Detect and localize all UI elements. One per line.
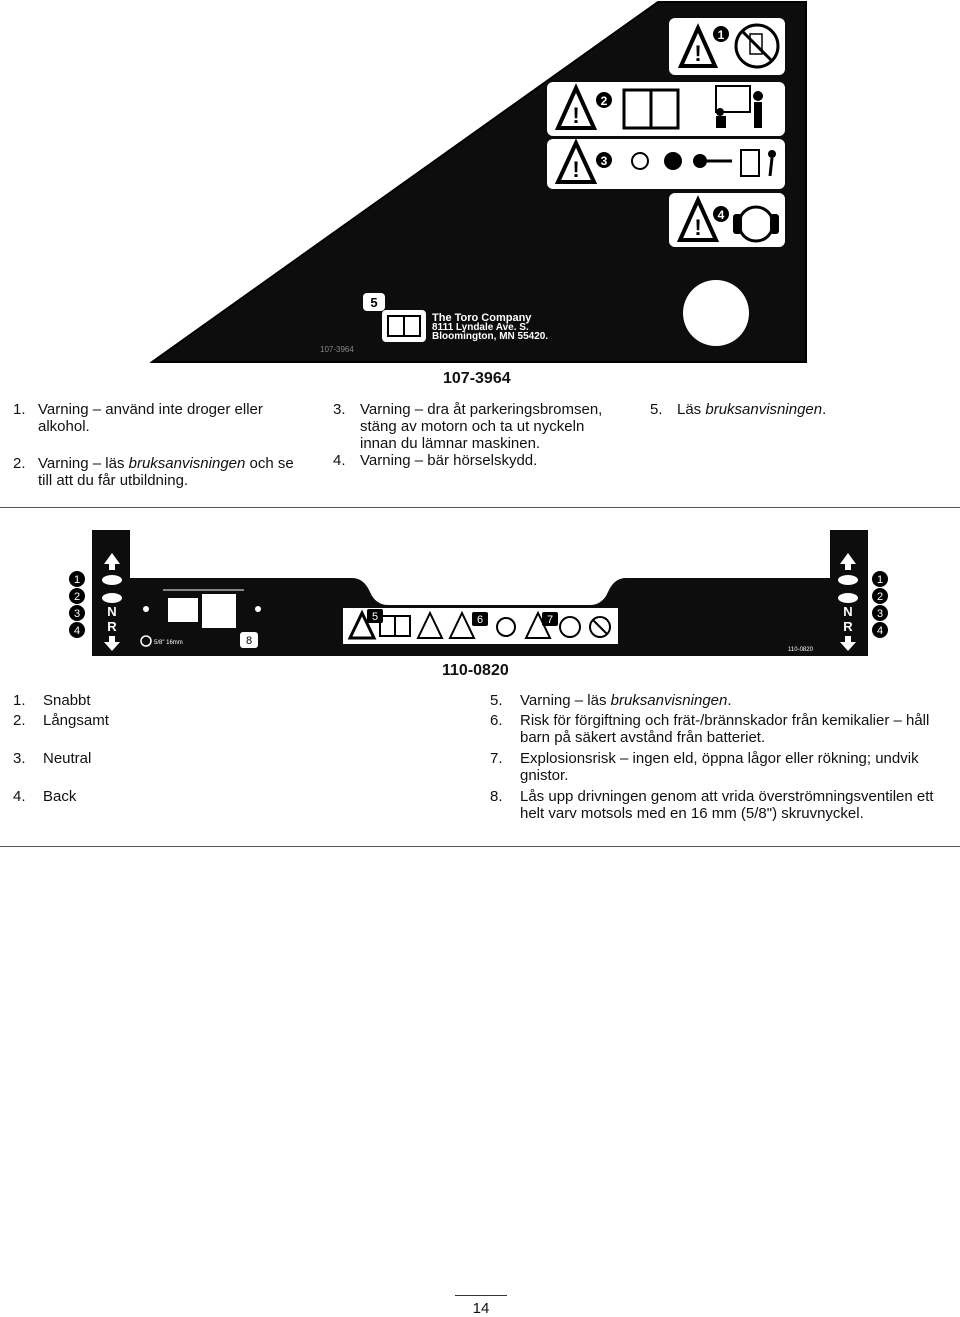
svg-text:3: 3 [600,154,608,168]
svg-text:4: 4 [717,208,725,222]
svg-text:R: R [843,619,853,634]
svg-text:R: R [107,619,117,634]
legend2-left [13,692,213,808]
warning-hearing-protection-panel [669,193,785,247]
legend-item: 6. Risk för förgiftning och frät-/brännskador från kemikalier – håll barn på säkert avstånd från batteriet. [490,712,930,746]
small-part-number: 107-3964 [320,345,354,354]
warning-drugs-alcohol-panel [669,18,785,75]
warning-read-manual-training-panel [547,82,785,136]
legend-item: 8. Lås upp drivningen genom att vrida överströmningsventilen ett helt varv motsols med en 16 mm (5/8") skruvnyckel. [490,788,934,822]
svg-text:N: N [107,604,117,619]
page-number: 14 [472,1300,490,1317]
small-part-number: 110-0820 [788,647,813,653]
decal-110-0820 [64,527,900,661]
svg-text:8: 8 [245,635,253,647]
legend-item: 1. Varning – använd inte droger eller alkohol. [13,401,263,435]
svg-text:!: ! [694,215,702,240]
legend-item: 7. Explosionsrisk – ingen eld, öppna lågor eller rökning; undvik gnistor. [490,750,919,784]
svg-text:2: 2 [600,94,608,108]
svg-text:!: ! [572,157,580,182]
decal-title-107-3964: 107-3964 [443,370,511,387]
svg-text:N: N [843,604,853,619]
legend1-col1 [13,401,303,489]
svg-text:5: 5 [370,295,378,310]
legend-item: 2. Varning – läs bruksanvisningen och se till att du får utbildning. [13,455,294,489]
divider [0,846,960,847]
svg-text:5/8" 16mm: 5/8" 16mm [154,640,183,646]
svg-text:1: 1 [73,574,81,586]
legend-item: 4. Varning – bär hörselskydd. [333,452,538,469]
svg-text:4: 4 [876,625,884,637]
svg-text:5: 5 [371,611,379,623]
svg-text:!: ! [572,103,580,128]
svg-text:2: 2 [73,591,81,603]
warning-brake-stop-key-panel [547,139,785,189]
svg-text:8111 Lyndale Ave. S.: 8111 Lyndale Ave. S. [432,322,529,333]
svg-text:1: 1 [717,28,725,42]
legend-item: 3. Varning – dra åt parkeringsbromsen, stäng av motorn och ta ut nyckeln innan du lämnar maskinen. [333,401,603,452]
svg-text:The Toro Company: The Toro Company [432,312,532,324]
svg-text:3: 3 [876,608,884,620]
legend-item: 4. Back [13,788,77,805]
legend2-right [490,692,955,822]
page-number-rule [455,1295,507,1296]
legend-item: 5. Läs bruksanvisningen. [650,401,827,418]
svg-text:!: ! [694,41,702,66]
svg-text:4: 4 [73,625,81,637]
svg-text:2: 2 [876,591,884,603]
legend-item: 2. Långsamt [13,712,109,729]
decal-title-110-0820: 110-0820 [442,662,509,679]
center-warning-strip [343,608,618,644]
legend1-col2 [333,401,623,469]
decal-107-3964 [150,0,810,366]
legend-item: 1. Snabbt [13,692,91,709]
svg-text:3: 3 [73,608,81,620]
legend-item: 5. Varning – läs bruksanvisningen. [490,692,732,709]
svg-text:Bloomington, MN 55420.: Bloomington, MN 55420. [432,331,549,342]
divider [0,507,960,508]
svg-text:6: 6 [476,614,484,626]
svg-text:7: 7 [546,614,554,626]
legend1-col3 [650,401,940,418]
svg-text:1: 1 [876,574,884,586]
legend-item: 3. Neutral [13,750,92,767]
